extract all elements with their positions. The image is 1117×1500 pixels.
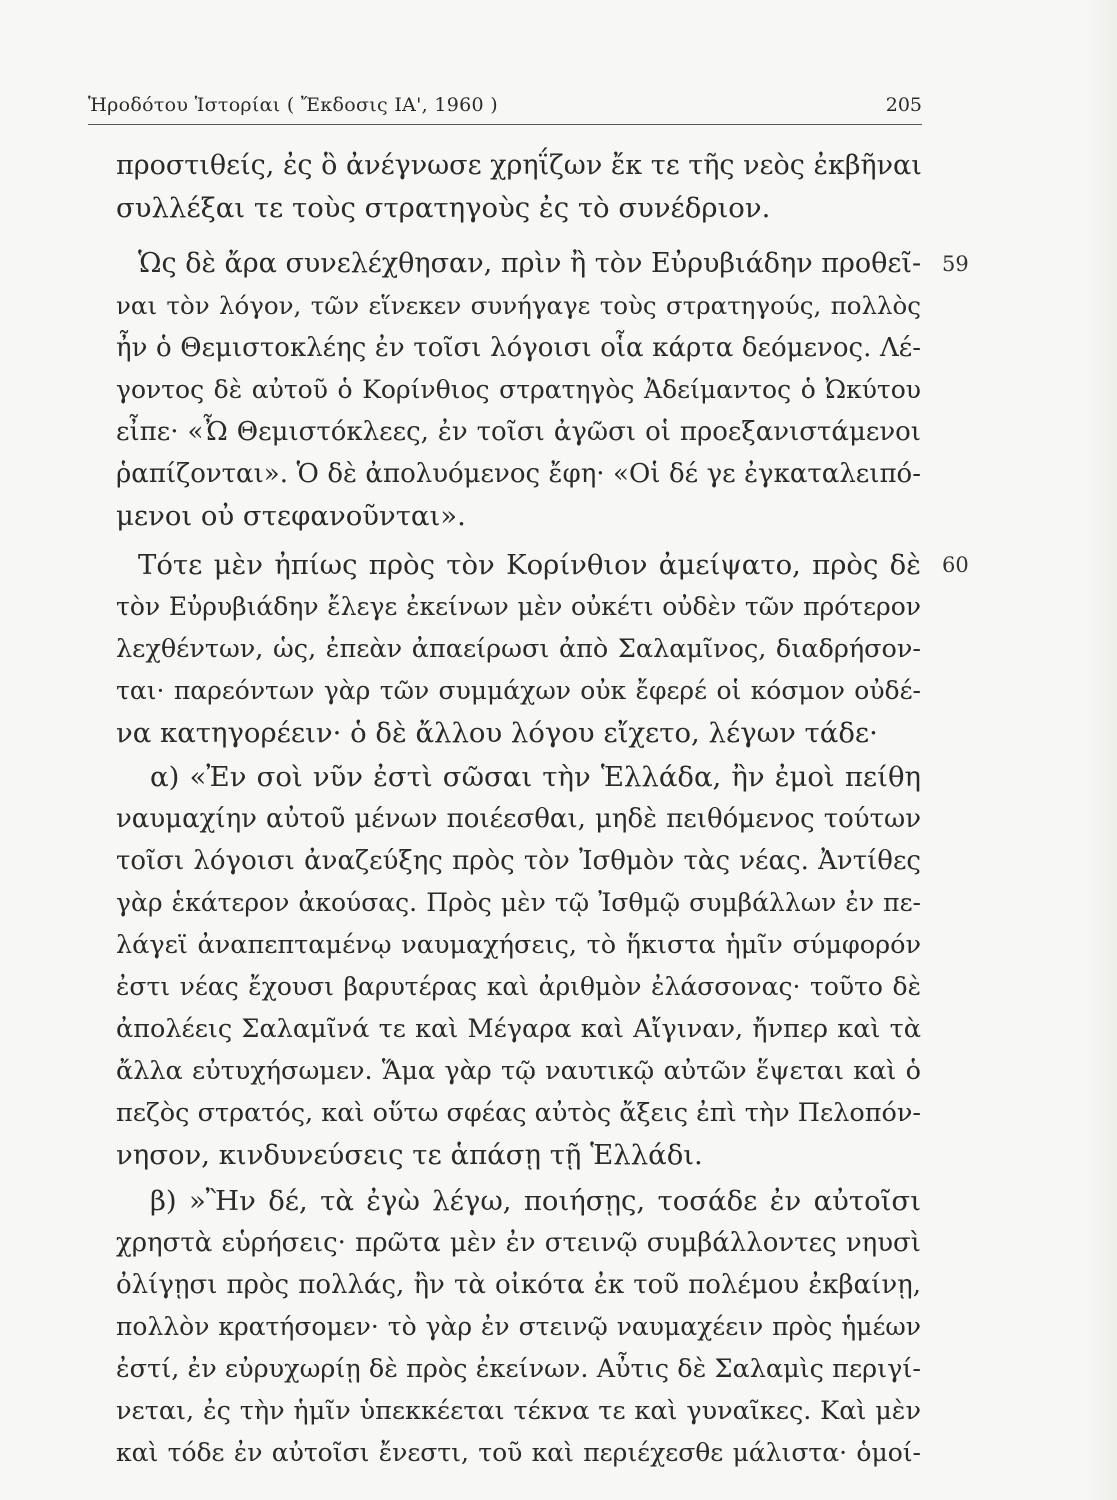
- text-line: τὸν Εὐρυβιάδην ἔλεγε ἐκείνων μὲν οὐκέτι οὐδὲν τῶν πρότερον: [116, 592, 921, 621]
- text-line: α) «Ἐν σοὶ νῦν ἐστὶ σῶσαι τὴν Ἑλλάδα, ἢν ἐμοὶ πείθη: [150, 761, 921, 793]
- text-line: ἐστί, ἐν εὐρυχωρίῃ δὲ πρὸς ἐκείνων. Αὖτις δὲ Σαλαμὶς περιγί-: [116, 1354, 921, 1384]
- section-number-60: 60: [942, 553, 969, 577]
- header-title: Ἡροδότου Ἱστορίαι ( Ἔκδοσις ΙΑ', 1960 ): [88, 94, 498, 116]
- text-line: συλλέξαι τε τοὺς στρατηγοὺς ἐς τὸ συνέδριον.: [116, 192, 771, 224]
- text-line: γοντος δὲ αὐτοῦ ὁ Κορίνθιος στρατηγὸς Ἀδείμαντος ὁ Ὠκύτου: [116, 375, 921, 404]
- text-line: πολλὸν κρατήσομεν· τὸ γὰρ ἐν στεινῷ ναυμαχέειν πρὸς ἡμέων: [116, 1312, 921, 1341]
- text-line: μενοι οὐ στεφανοῦνται».: [116, 500, 466, 532]
- text-line: ἦν ὁ Θεμιστοκλέης ἐν τοῖσι λόγοισι οἷα κάρτα δεόμενος. Λέ-: [116, 333, 921, 363]
- text-line: ἐστι νέας ἔχουσι βαρυτέρας καὶ ἀριθμὸν ἐλάσσονας· τοῦτο δὲ: [116, 972, 921, 1001]
- text-line: γὰρ ἑκάτερον ἀκούσας. Πρὸς μὲν τῷ Ἰσθμῷ συμβάλλων ἐν πε-: [116, 888, 921, 917]
- text-line: λάγεϊ ἀναπεπταμένῳ ναυμαχήσεις, τὸ ἥκιστα ἡμῖν σύμφορόν: [116, 930, 921, 960]
- text-line: ῥαπίζονται». Ὁ δὲ ἀπολυόμενος ἔφη· «Οἱ δέ γε ἐγκαταλειπό-: [116, 459, 921, 489]
- text-line: β) »Ἢν δέ, τὰ ἐγὼ λέγω, ποιήσῃς, τοσάδε ἐν αὐτοῖσι: [150, 1185, 921, 1217]
- running-header: [88, 92, 922, 125]
- text-line: προστιθείς, ἐς ὃ ἀνέγνωσε χρηΐζων ἔκ τε τῆς νεὸς ἐκβῆναι: [116, 150, 922, 181]
- text-line: χρηστὰ εὑρήσεις· πρῶτα μὲν ἐν στεινῷ συμβάλλοντες νηυσὶ: [116, 1228, 921, 1258]
- text-line: λεχθέντων, ὡς, ἐπεὰν ἀπαείρωσι ἀπὸ Σαλαμῖνος, διαδρήσον-: [116, 634, 921, 664]
- text-line: Τότε μὲν ἠπίως πρὸς τὸν Κορίνθιον ἀμείψατο, πρὸς δὲ: [138, 549, 921, 581]
- text-line: ναι τὸν λόγον, τῶν εἵνεκεν συνήγαγε τοὺς στρατηγούς, πολλὸς: [116, 291, 921, 320]
- page-number: 205: [885, 94, 922, 116]
- text-line: ναυμαχίην αὐτοῦ μένων ποιέεσθαι, μηδὲ πειθόμενος τούτων: [116, 804, 921, 834]
- text-line: ἀπολέεις Σαλαμῖνά τε καὶ Μέγαρα καὶ Αἴγιναν, ἤνπερ καὶ τὰ: [116, 1014, 921, 1044]
- text-line: ὀλίγῃσι πρὸς πολλάς, ἢν τὰ οἰκότα ἐκ τοῦ πολέμου ἐκβαίνῃ,: [116, 1270, 921, 1300]
- text-line: καὶ τόδε ἐν αὐτοῖσι ἔνεστι, τοῦ καὶ περιέχεσθε μάλιστα· ὁμοί-: [116, 1438, 921, 1467]
- text-line: εἶπε· «Ὦ Θεμιστόκλεες, ἐν τοῖσι ἀγῶσι οἱ προεξανιστάμενοι: [116, 417, 921, 447]
- page-edge-shadow: [1087, 0, 1117, 1500]
- text-line: Ὡς δὲ ἄρα συνελέχθησαν, πρὶν ἢ τὸν Εὐρυβιάδην προθεῖ-: [138, 248, 922, 279]
- text-line: νησον, κινδυνεύσεις τε ἁπάσῃ τῇ Ἑλλάδι.: [116, 1139, 703, 1171]
- text-line: να κατηγορέειν· ὁ δὲ ἄλλου λόγου εἴχετο, λέγων τάδε·: [116, 717, 878, 749]
- text-line: ται· παρεόντων γὰρ τῶν συμμάχων οὐκ ἔφερέ οἱ κόσμον οὐδέ-: [116, 676, 921, 705]
- text-line: πεζὸς στρατός, καὶ οὕτω σφέας αὐτὸς ἄξεις ἐπὶ τὴν Πελοπόν-: [116, 1098, 921, 1128]
- text-line: νεται, ἐς τὴν ἡμῖν ὑπεκκέεται τέκνα τε καὶ γυναῖκες. Καὶ μὲν: [116, 1396, 921, 1426]
- text-line: τοῖσι λόγοισι ἀναζεύξης πρὸς τὸν Ἰσθμὸν τὰς νέας. Ἀντίθες: [116, 846, 921, 876]
- section-number-59: 59: [942, 252, 969, 276]
- text-line: ἄλλα εὐτυχήσωμεν. Ἅμα γὰρ τῷ ναυτικῷ αὐτῶν ἕψεται καὶ ὁ: [116, 1056, 921, 1086]
